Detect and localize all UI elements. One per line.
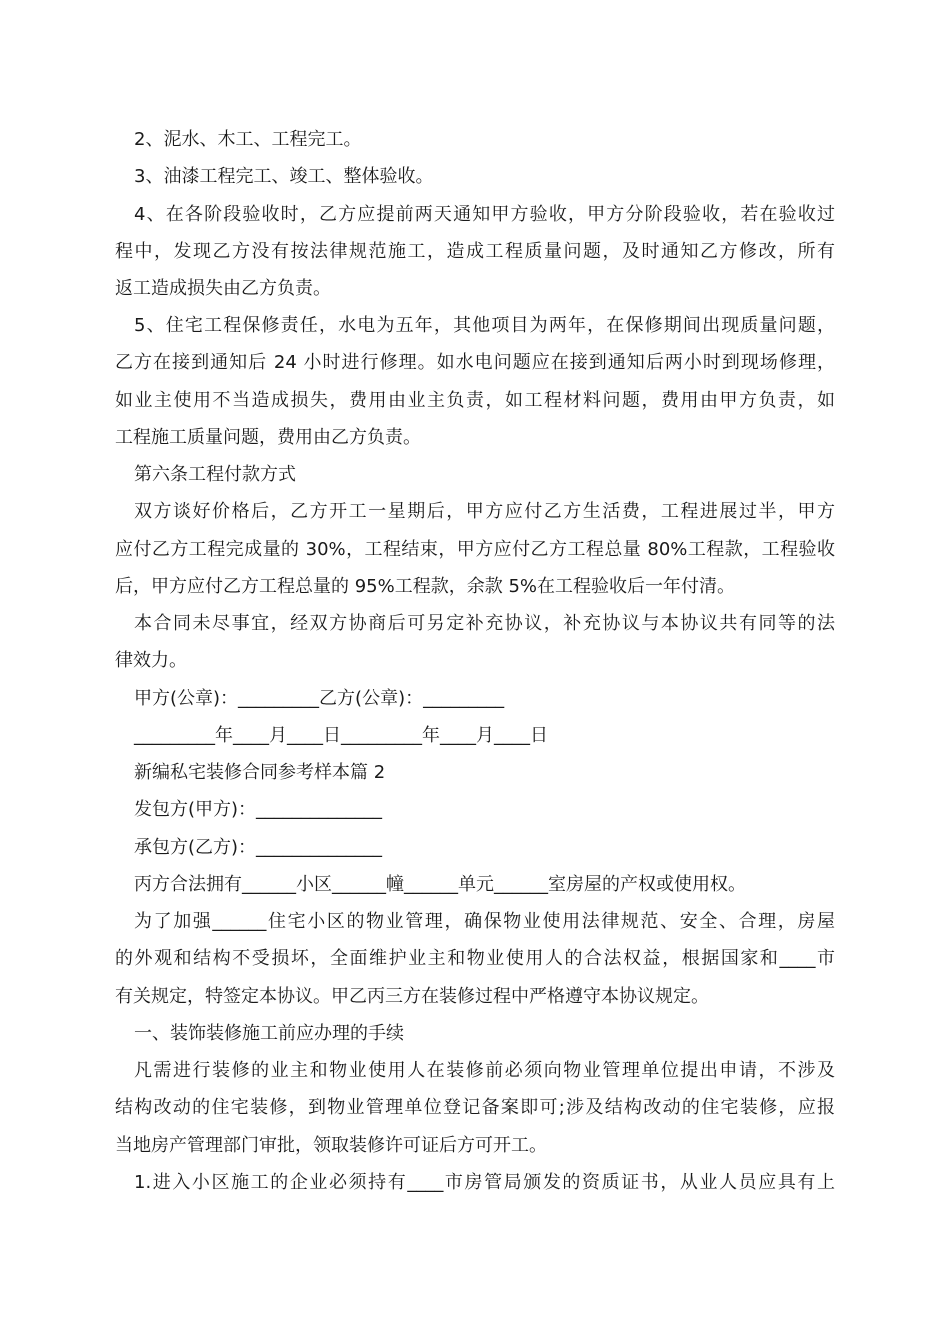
text-line: 凡需进行装修的业主和物业使用人在装修前必须向物业管理单位提出申请，不涉及 [134, 1060, 835, 1081]
text-line: 律效力。 [115, 650, 187, 671]
text-line: 工程施工质量问题，费用由乙方负责。 [115, 427, 421, 448]
text-line: 本合同未尽事宜，经双方协商后可另定补充协议，补充协议与本协议共有同等的法 [134, 613, 835, 634]
text-line: 乙方在接到通知后 24 小时进行修理。如水电问题应在接到通知后两小时到现场修理， [115, 352, 835, 373]
text-line: 如业主使用不当造成损失，费用由业主负责，如工程材料问题，费用由甲方负责，如 [115, 390, 835, 411]
text-line: 的外观和结构不受损坏，全面维护业主和物业使用人的合法权益，根据国家和____市 [115, 948, 835, 969]
text-line: 返工造成损失由乙方负责。 [115, 278, 331, 299]
section-heading: 第六条工程付款方式 [134, 464, 296, 485]
date-line: _________年____月____日_________年____月____日 [134, 725, 548, 746]
text-line: 双方谈好价格后，乙方开工一星期后，甲方应付乙方生活费，工程进展过半，甲方 [134, 501, 835, 522]
party-a-line: 发包方(甲方)：______________ [134, 799, 383, 820]
text-line: 4、在各阶段验收时，乙方应提前两天通知甲方验收，甲方分阶段验收，若在验收过 [134, 204, 835, 225]
section-title: 新编私宅装修合同参考样本篇 2 [134, 762, 386, 783]
text-line: 程中，发现乙方没有按法律规范施工，造成工程质量问题，及时通知乙方修改，所有 [115, 241, 835, 262]
party-b-line: 承包方(乙方)：______________ [134, 837, 383, 858]
text-line: 结构改动的住宅装修，到物业管理单位登记备案即可;涉及结构改动的住宅装修，应报 [115, 1097, 835, 1118]
signature-line: 甲方(公章)：_________乙方(公章)：_________ [134, 688, 505, 709]
text-line: 后，甲方应付乙方工程总量的 95%工程款，余款 5%在工程验收后一年付清。 [115, 576, 736, 597]
text-line: 有关规定，特签定本协议。甲乙丙三方在装修过程中严格遵守本协议规定。 [115, 986, 709, 1007]
text-line: 应付乙方工程完成量的 30%，工程结束，甲方应付乙方工程总量 80%工程款，工程验收 [115, 539, 835, 560]
section-heading: 一、装饰装修施工前应办理的手续 [134, 1023, 404, 1044]
text-line: 5、住宅工程保修责任，水电为五年，其他项目为两年，在保修期间出现质量问题， [134, 315, 835, 336]
text-line: 丙方合法拥有______小区______幢______单元______室房屋的产权或使用权。 [134, 874, 746, 895]
text-line: 为了加强______住宅小区的物业管理，确保物业使用法律规范、安全、合理，房屋 [134, 911, 835, 932]
text-line: 3、油漆工程完工、竣工、整体验收。 [134, 166, 434, 187]
text-line: 当地房产管理部门审批，领取装修许可证后方可开工。 [115, 1135, 547, 1156]
text-line: 2、泥水、木工、工程完工。 [134, 129, 362, 150]
text-line: 1.进入小区施工的企业必须持有____市房管局颁发的资质证书，从业人员应具有上 [134, 1172, 835, 1193]
